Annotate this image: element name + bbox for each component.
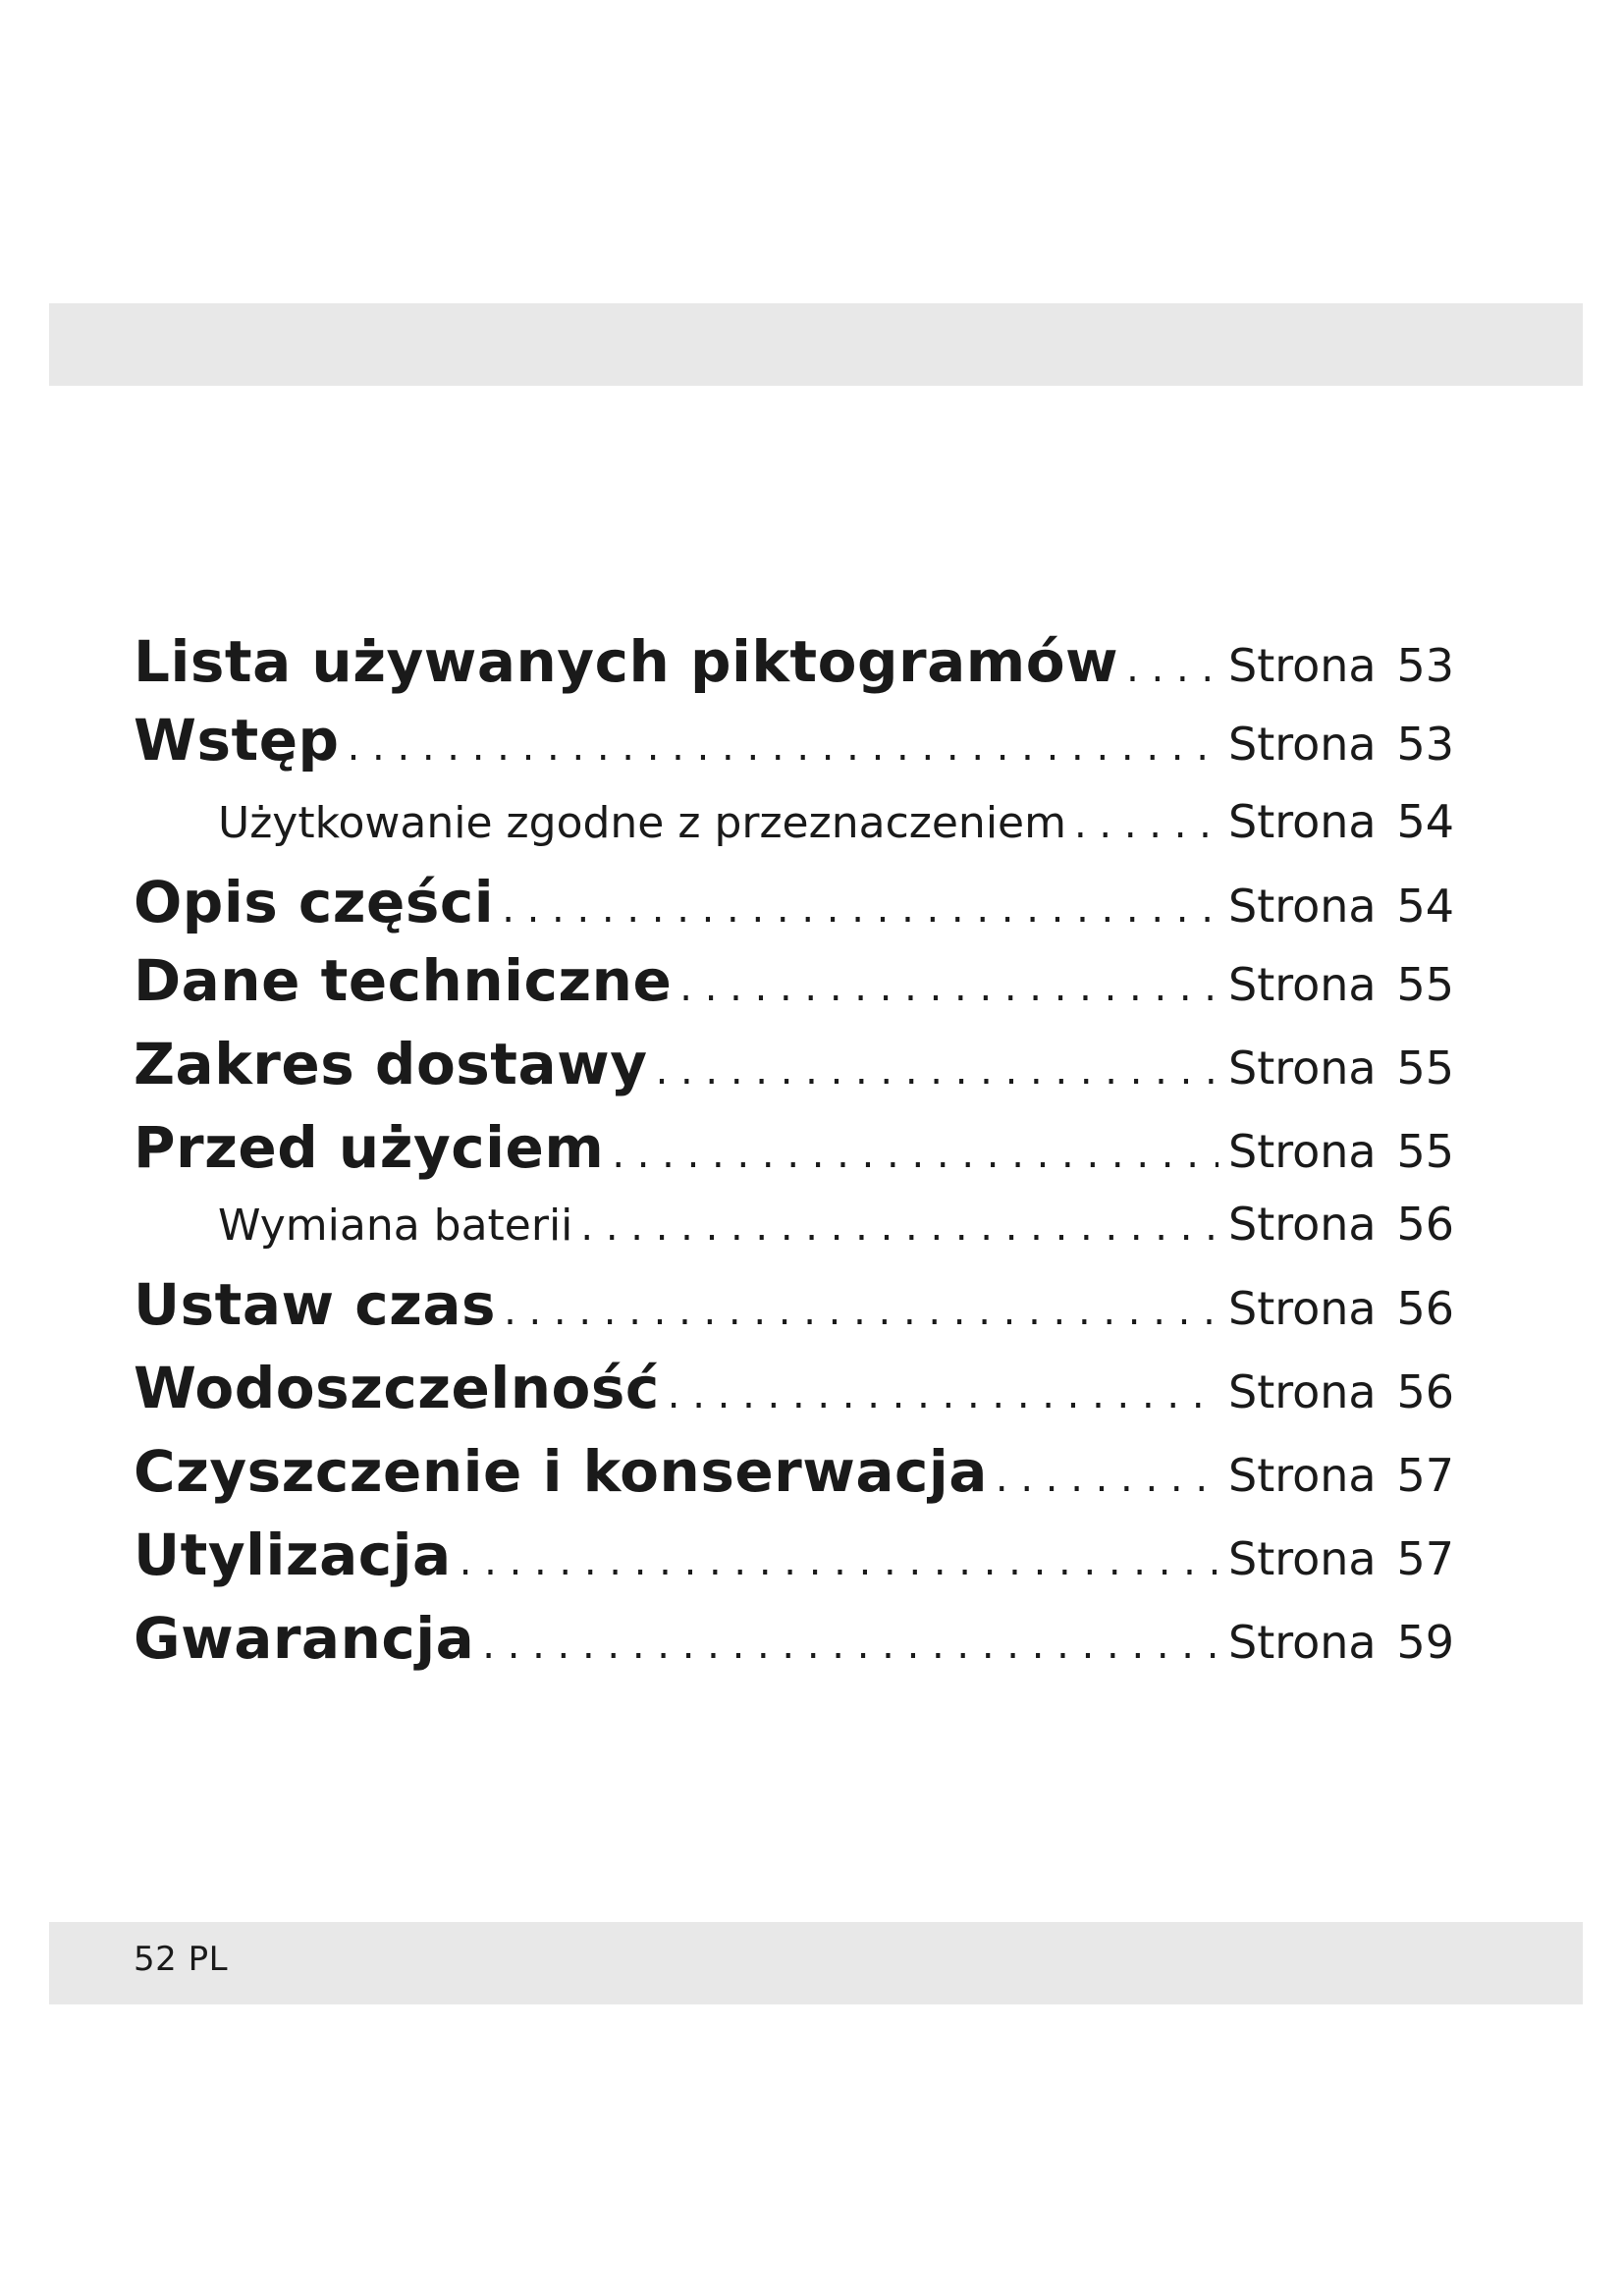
page-word: Strona [1228, 1282, 1377, 1335]
page-word: Strona [1228, 1449, 1377, 1502]
page-number: 59 [1396, 1616, 1454, 1669]
page-word: Strona [1228, 1616, 1377, 1669]
dot-leader [482, 1623, 1218, 1668]
page-number: 53 [1396, 639, 1454, 692]
footer-band [49, 1922, 1583, 2004]
toc-entry-title: Utylizacja [134, 1522, 452, 1588]
toc-page-ref [1228, 795, 1454, 848]
dot-leader [580, 1204, 1218, 1250]
toc-subentry[interactable] [134, 795, 1454, 848]
toc-entry[interactable] [134, 1031, 1454, 1097]
toc-entry[interactable] [134, 707, 1454, 774]
toc-entry[interactable] [134, 1605, 1454, 1672]
toc-entry[interactable] [134, 869, 1454, 935]
toc-page-ref [1228, 958, 1454, 1011]
toc-entry[interactable] [134, 1355, 1454, 1421]
toc-entry-title: Lista używanych piktogramów [134, 628, 1119, 695]
dot-leader [996, 1456, 1218, 1501]
toc-entry-title: Opis części [134, 869, 495, 935]
dot-leader [679, 965, 1218, 1010]
toc-page-ref [1228, 1198, 1454, 1251]
toc-entry-title: Ustaw czas [134, 1271, 497, 1338]
toc-page-ref [1228, 1125, 1454, 1178]
page-word: Strona [1228, 1041, 1377, 1095]
dot-leader [612, 1132, 1218, 1177]
page-number: 54 [1396, 795, 1454, 848]
page-word: Strona [1228, 1365, 1377, 1418]
toc-page-ref [1228, 718, 1454, 771]
dot-leader [348, 724, 1218, 770]
page-number: 56 [1396, 1198, 1454, 1251]
toc-entry-title: Wodoszczelność [134, 1355, 660, 1421]
dot-leader [1126, 646, 1218, 691]
toc-entry[interactable] [134, 1271, 1454, 1338]
page-number: 57 [1396, 1449, 1454, 1502]
dot-leader [656, 1048, 1218, 1094]
page-number-label: 52 PL [134, 1940, 229, 1979]
dot-leader [668, 1372, 1218, 1417]
page-number: 53 [1396, 718, 1454, 771]
toc-page-ref [1228, 1041, 1454, 1095]
dot-leader [460, 1539, 1218, 1584]
toc-page-ref [1228, 1532, 1454, 1585]
page-word: Strona [1228, 639, 1377, 692]
toc-entry-title: Dane techniczne [134, 947, 673, 1014]
toc-subentry[interactable] [134, 1198, 1454, 1251]
page-word: Strona [1228, 718, 1377, 771]
page-number: 55 [1396, 958, 1454, 1011]
toc-entry-title: Zakres dostawy [134, 1031, 648, 1097]
toc-page-ref [1228, 880, 1454, 933]
toc-entry[interactable] [134, 1522, 1454, 1588]
page-word: Strona [1228, 880, 1377, 933]
dot-leader [502, 886, 1218, 932]
dot-leader [504, 1289, 1218, 1334]
toc-entry-title: Użytkowanie zgodne z przeznaczeniem [218, 798, 1066, 848]
toc-entry[interactable] [134, 1114, 1454, 1181]
toc-entry-title: Czyszczenie i konserwacja [134, 1438, 988, 1505]
page-number: 57 [1396, 1532, 1454, 1585]
toc-entry-title: Gwarancja [134, 1605, 475, 1672]
header-band [49, 303, 1583, 386]
page-number: 55 [1396, 1125, 1454, 1178]
toc-entry[interactable] [134, 1438, 1454, 1505]
toc-page-ref [1228, 639, 1454, 692]
page-number: 56 [1396, 1365, 1454, 1418]
page-number: 55 [1396, 1041, 1454, 1095]
page-word: Strona [1228, 1198, 1377, 1251]
toc-entry-title: Przed użyciem [134, 1114, 605, 1181]
page-word: Strona [1228, 795, 1377, 848]
toc-entry[interactable] [134, 947, 1454, 1014]
page-number: 54 [1396, 880, 1454, 933]
toc-page-ref [1228, 1616, 1454, 1669]
toc-entry-title: Wstęp [134, 707, 340, 774]
page-number: 56 [1396, 1282, 1454, 1335]
dot-leader [1074, 802, 1218, 847]
toc-page-ref [1228, 1449, 1454, 1502]
page-word: Strona [1228, 1532, 1377, 1585]
toc-page-ref [1228, 1282, 1454, 1335]
page-word: Strona [1228, 958, 1377, 1011]
toc-page-ref [1228, 1365, 1454, 1418]
toc-entry[interactable] [134, 628, 1454, 695]
toc-entry-title: Wymiana baterii [218, 1201, 573, 1251]
page-word: Strona [1228, 1125, 1377, 1178]
